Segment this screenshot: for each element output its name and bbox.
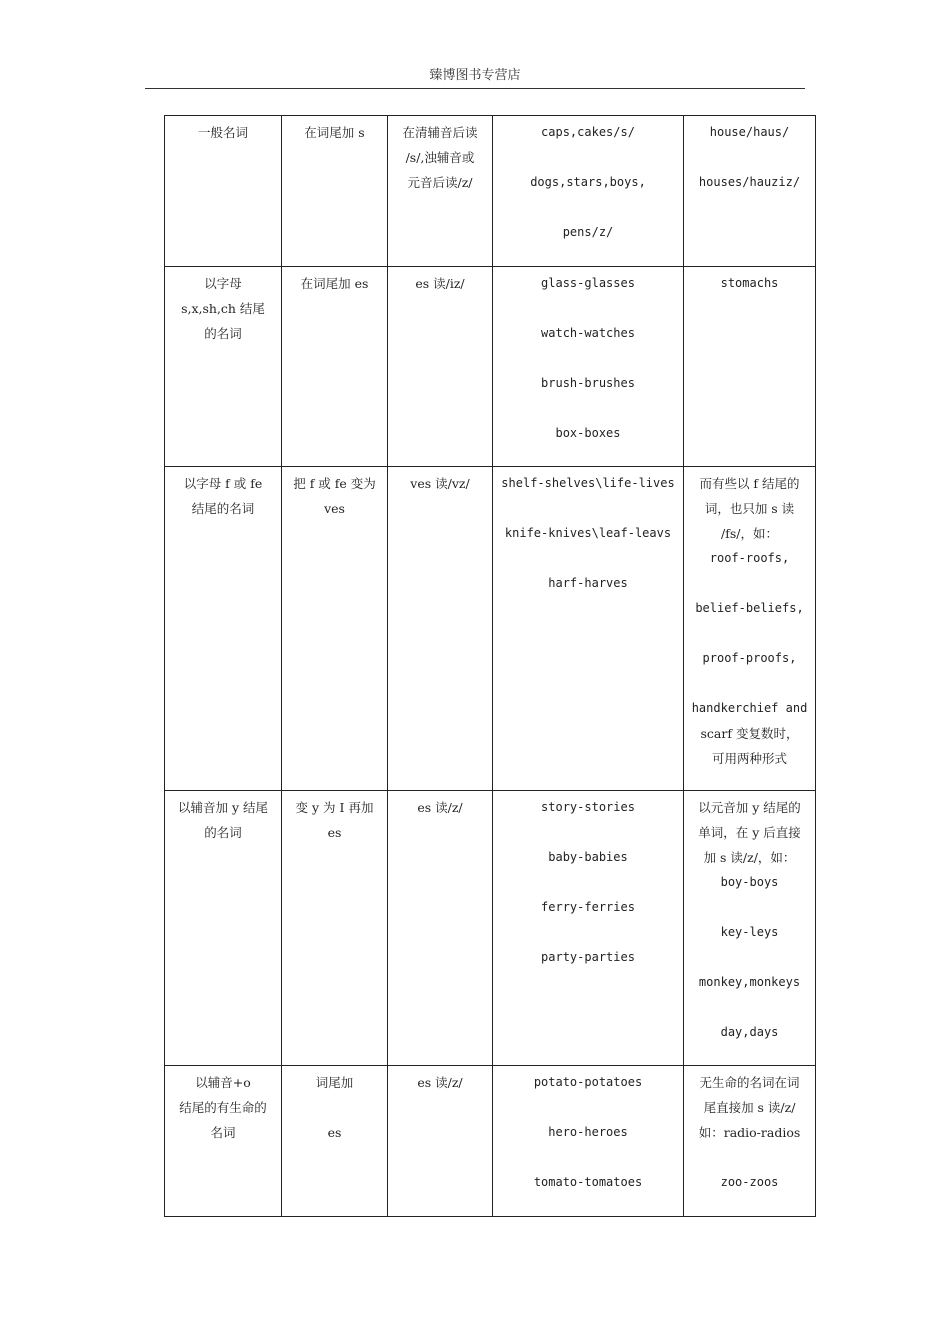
examples-cell: caps,cakes/s/ dogs,stars,boys, pens/z/	[493, 116, 684, 267]
examples-cell: story-stories baby-babies ferry-ferries party-parties	[493, 791, 684, 1066]
table-row	[165, 116, 816, 267]
pronunciation-cell: es 读/z/	[388, 791, 493, 1066]
notes-cell: 而有些以 f 结尾的 词，也只加 s 读 /fs/，如： roof-roofs, belief-beliefs, proof-proofs, handkerchief and scarf 变复数时， 可用两种形式	[684, 467, 816, 791]
notes-cell: house/haus/ houses/hauziz/	[684, 116, 816, 267]
table-row	[165, 791, 816, 1066]
table-row	[165, 1066, 816, 1217]
examples-cell: potato-potatoes hero-heroes tomato-tomatoes	[493, 1066, 684, 1217]
notes-cell: 以元音加 y 结尾的 单词，在 y 后直接 加 s 读/z/，如： boy-boys key-leys monkey,monkeys day,days	[684, 791, 816, 1066]
examples-cell: shelf-shelves\life-lives knife-knives\leaf-leavs harf-harves	[493, 467, 684, 791]
category-cell: 以辅音加 y 结尾 的名词	[165, 791, 282, 1066]
pronunciation-cell: 在清辅音后读 /s/,浊辅音或 元音后读/z/	[388, 116, 493, 267]
pronunciation-cell: es 读/z/	[388, 1066, 493, 1217]
category-cell: 一般名词	[165, 116, 282, 267]
pronunciation-cell: es 读/iz/	[388, 267, 493, 467]
rule-cell: 变 y 为 I 再加 es	[282, 791, 388, 1066]
table-row	[165, 267, 816, 467]
plural-rules-table	[164, 115, 816, 1217]
table-row	[165, 467, 816, 791]
notes-cell: stomachs	[684, 267, 816, 467]
rule-cell: 在词尾加 es	[282, 267, 388, 467]
rule-cell: 在词尾加 s	[282, 116, 388, 267]
category-cell: 以辅音+o 结尾的有生命的 名词	[165, 1066, 282, 1217]
category-cell: 以字母 s,x,sh,ch 结尾 的名词	[165, 267, 282, 467]
rule-cell: 把 f 或 fe 变为 ves	[282, 467, 388, 791]
page-header	[145, 66, 805, 89]
header-title: 臻博图书专营店	[429, 68, 521, 83]
pronunciation-cell: ves 读/vz/	[388, 467, 493, 791]
category-cell: 以字母 f 或 fe 结尾的名词	[165, 467, 282, 791]
examples-cell: glass-glasses watch-watches brush-brushes box-boxes	[493, 267, 684, 467]
rule-cell: 词尾加 es	[282, 1066, 388, 1217]
notes-cell: 无生命的名词在词 尾直接加 s 读/z/ 如：radio-radios zoo-zoos	[684, 1066, 816, 1217]
